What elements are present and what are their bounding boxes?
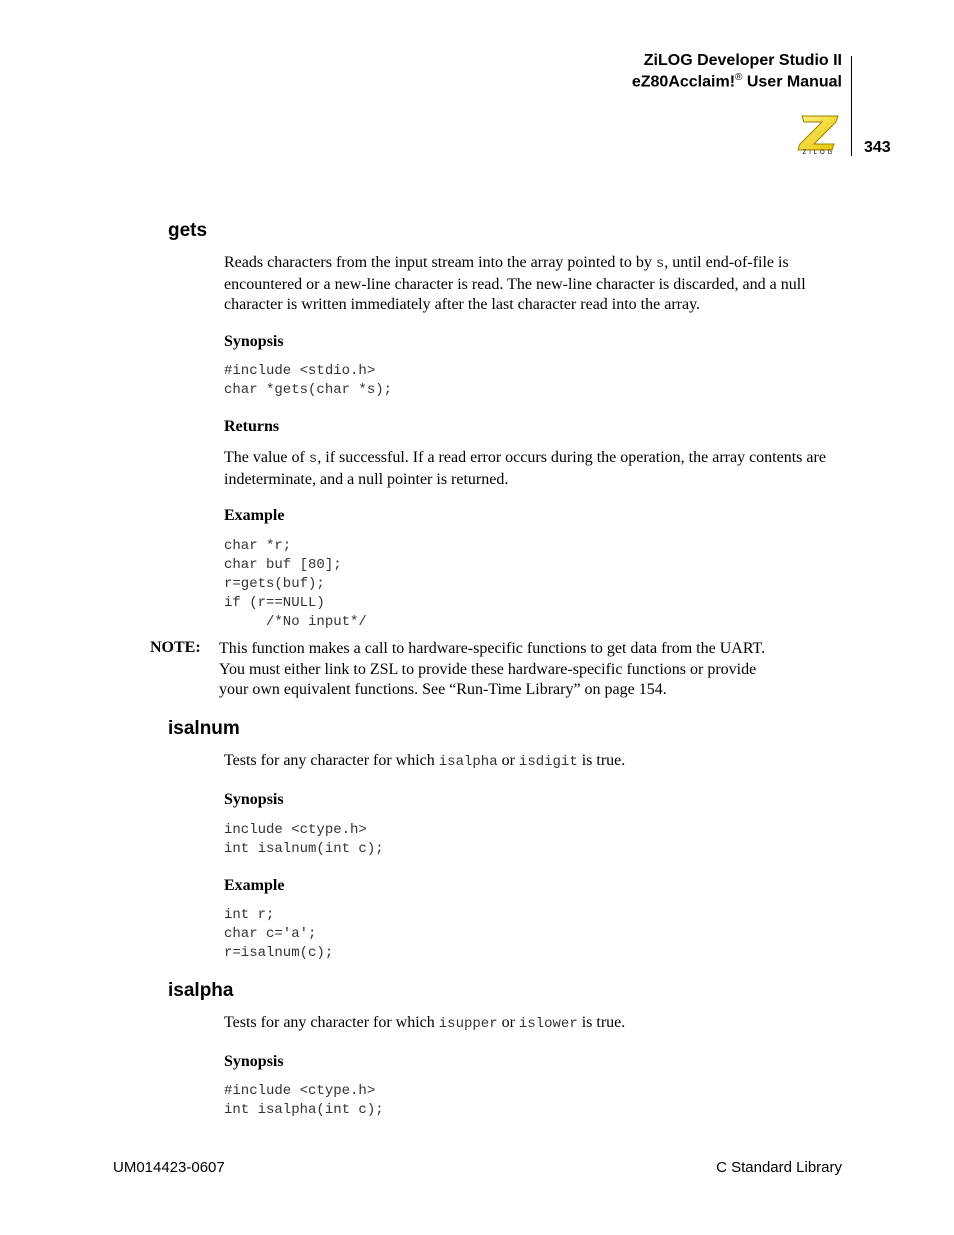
- isalnum-desc-b: is true.: [577, 752, 626, 769]
- registered-mark: ®: [735, 72, 743, 83]
- gets-description: [224, 253, 844, 316]
- header-title: ZiLOG Developer Studio II: [643, 52, 842, 69]
- gets-desc-text-cont: , until end-of-file is encountered or a new-line character is read. The new-line character is discarded, and a null character is written immediately after the last character read into the array.: [224, 254, 806, 313]
- isalnum-description: [224, 751, 844, 773]
- gets-synopsis-heading: Synopsis: [224, 333, 284, 350]
- isalnum-code-isdigit: isdigit: [518, 754, 578, 770]
- gets-synopsis-code: #include <stdio.h> char *gets(char *s);: [224, 363, 393, 398]
- gets-example-heading: Example: [224, 507, 285, 524]
- isalnum-synopsis-heading: Synopsis: [224, 791, 284, 808]
- header-divider: [851, 56, 852, 156]
- logo-wordmark: ZiLOG: [802, 150, 836, 156]
- isalnum-desc-a: Tests for any character for which: [224, 752, 439, 769]
- isalpha-synopsis-code: #include <ctype.h> int isalpha(int c);: [224, 1083, 384, 1118]
- gets-example-code: char *r; char buf [80]; r=gets(buf); if (r==NULL) /*No input*/: [224, 538, 367, 630]
- gets-desc-code: s: [655, 256, 665, 272]
- isalnum-desc-mid: or: [497, 752, 519, 769]
- section-title-gets: gets: [168, 220, 208, 241]
- isalpha-synopsis-heading: Synopsis: [224, 1053, 284, 1070]
- isalpha-code-islower: islower: [518, 1016, 578, 1032]
- section-title-isalnum: isalnum: [168, 718, 240, 739]
- note-label: NOTE:: [150, 639, 201, 656]
- header-product: eZ80Acclaim!: [631, 73, 736, 91]
- section-title-isalpha: isalpha: [168, 980, 234, 1001]
- gets-returns-text: [224, 448, 844, 490]
- gets-desc-text: Reads characters from the input stream into the array pointed to by: [224, 254, 656, 271]
- footer-doc-id: UM014423-0607: [113, 1159, 225, 1176]
- isalpha-desc-a: Tests for any character for which: [224, 1014, 439, 1031]
- isalnum-example-heading: Example: [224, 877, 285, 894]
- footer-chapter: C Standard Library: [716, 1159, 842, 1176]
- isalpha-desc-mid: or: [497, 1014, 519, 1031]
- isalpha-description: [224, 1013, 844, 1035]
- gets-returns-b: , if successful. If a read error occurs during the operation, the array contents are indeterminate, and a null pointer is returned.: [224, 449, 826, 488]
- isalpha-desc-b: is true.: [577, 1014, 626, 1031]
- isalpha-code-isupper: isupper: [438, 1016, 498, 1032]
- gets-returns-code: s: [308, 451, 318, 467]
- isalnum-code-isalpha: isalpha: [438, 754, 498, 770]
- gets-returns-heading: Returns: [224, 418, 280, 435]
- gets-returns-a: The value of: [224, 449, 309, 466]
- isalnum-synopsis-code: include <ctype.h> int isalnum(int c);: [224, 822, 384, 857]
- note-text: This function makes a call to hardware-specific functions to get data from the UART. You must either link to ZSL to provide these hardware-specific functions or provide your own equivalent functions. See “Run-Time Library” on page 154.: [219, 640, 766, 698]
- isalnum-example-code: int r; char c='a'; r=isalnum(c);: [224, 907, 334, 961]
- header-manual: User Manual: [742, 73, 842, 91]
- header-subtitle: [520, 72, 842, 91]
- page-number: 343: [864, 139, 891, 156]
